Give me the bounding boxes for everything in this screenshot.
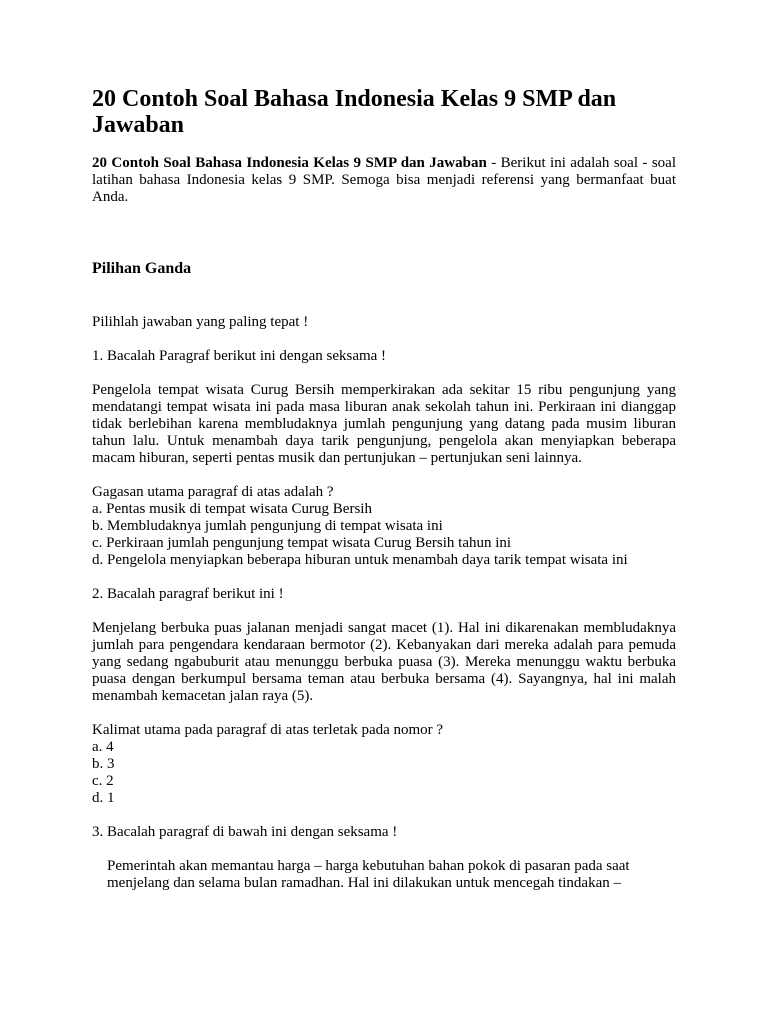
q2-option-b: b. 3	[92, 756, 115, 772]
section-heading: Pilihan Ganda	[92, 260, 192, 277]
q3-prompt: 3. Bacalah paragraf di bawah ini dengan seksama !	[92, 824, 398, 840]
q2-paragraph: Menjelang berbuka puas jalanan menjadi sangat macet (1). Hal ini dikarenakan membludaknya jumlah para pengendara kendaraan bermotor (2). Kebanyakan dari mereka adalah para pemuda yang sedang ngabuburit atau menunggu berbuka puasa (3). Mereka menunggu waktu berbuka puasa dengan berkumpul bersama teman atau berbuka bersama (4). Sayangnya, hal ini malah menambah kemacetan jalan raya (5).	[92, 620, 676, 704]
q2-option-c: c. 2	[92, 773, 114, 789]
q2-prompt: 2. Bacalah paragraf berikut ini !	[92, 586, 284, 602]
q2-options	[92, 739, 676, 807]
q1-paragraph: Pengelola tempat wisata Curug Bersih memperkirakan ada sekitar 15 ribu pengunjung yang mendatangi tempat wisata ini pada masa liburan anak sekolah tahun ini. Perkiraan ini dianggap tidak berlebihan karena membludaknya jumlah pengunjung yang datang pada musim liburan tahun lalu. Untuk menambah daya tarik pengunjung, pengelola akan menyiapkan beberapa macam hiburan, seperti pentas musik dan pertunjukan – pertunjukan seni lainnya.	[92, 382, 676, 466]
q2-question: Kalimat utama pada paragraf di atas terletak pada nomor ?	[92, 722, 444, 738]
q1-option-c: c. Perkiraan jumlah pengunjung tempat wisata Curug Bersih tahun ini	[92, 535, 512, 551]
page-title: 20 Contoh Soal Bahasa Indonesia Kelas 9 SMP dan Jawaban	[92, 86, 617, 138]
q2-option-d: d. 1	[92, 790, 115, 806]
intro-text: - Berikut ini adalah soal - soal latihan bahasa Indonesia kelas 9 SMP. Semoga bisa menjadi referensi yang bermanfaat buat Anda.	[92, 155, 676, 205]
q3-paragraph: Pemerintah akan memantau harga – harga kebutuhan bahan pokok di pasaran pada saat menjelang dan selama bulan ramadhan. Hal ini dilakukan untuk mencegah tindakan –	[107, 858, 630, 891]
q1-options	[92, 501, 676, 569]
q1-option-a: a. Pentas musik di tempat wisata Curug Bersih	[92, 501, 372, 517]
intro-bold: 20 Contoh Soal Bahasa Indonesia Kelas 9 SMP dan Jawaban	[92, 155, 487, 171]
instruction: Pilihlah jawaban yang paling tepat !	[92, 314, 309, 330]
intro-paragraph	[92, 155, 676, 206]
q1-question: Gagasan utama paragraf di atas adalah ?	[92, 484, 334, 500]
q1-option-d: d. Pengelola menyiapkan beberapa hiburan untuk menambah daya tarik tempat wisata ini	[92, 552, 628, 568]
q1-prompt: 1. Bacalah Paragraf berikut ini dengan seksama !	[92, 348, 387, 364]
q1-option-b: b. Membludaknya jumlah pengunjung di tempat wisata ini	[92, 518, 443, 534]
q2-option-a: a. 4	[92, 739, 114, 755]
